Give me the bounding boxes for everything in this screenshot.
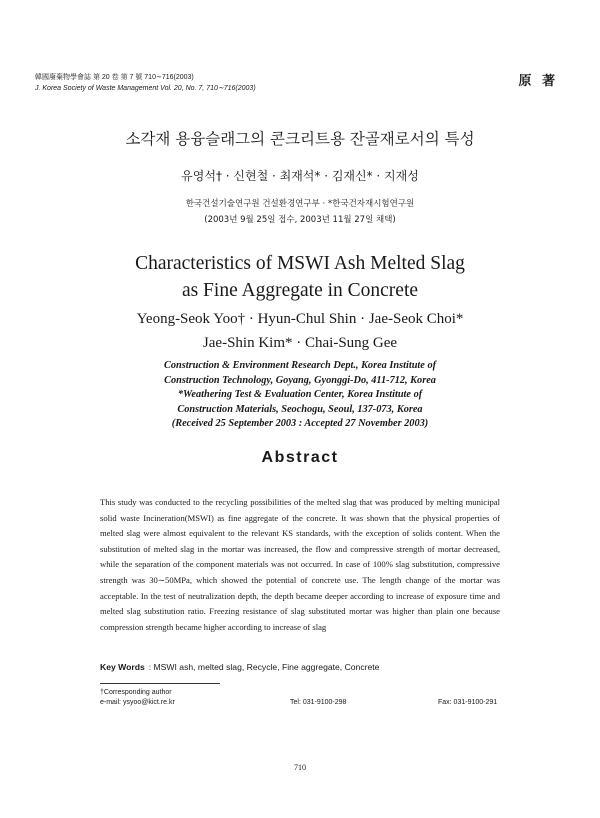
keywords-text: : MSWI ash, melted slag, Recycle, Fine aggregate, Concrete	[148, 662, 380, 672]
article-type-label: 原 著	[518, 74, 558, 89]
korean-affiliation-block	[0, 196, 600, 228]
corresponding-author-note: †Corresponding author	[100, 689, 172, 696]
english-affil-line: Construction Technology, Goyang, Gyonggi-Do, 411-712, Korea	[164, 374, 436, 386]
journal-english-citation: J. Korea Society of Waste Management Vol. 20, No. 7, 710∼716(2003)	[35, 85, 256, 92]
english-title-line-1: Characteristics of MSWI Ash Melted Slag	[135, 253, 465, 274]
english-title-line-2: as Fine Aggregate in Concrete	[181, 280, 419, 301]
author-fax: Fax: 031-9100-291	[438, 699, 498, 706]
journal-header	[35, 72, 256, 94]
korean-authors: 유영석† · 신현철 · 최재석* · 김재신* · 지재성	[181, 169, 419, 183]
footnote	[100, 688, 175, 708]
english-authors-line-2: Jae-Shin Kim* · Chai-Sung Gee	[202, 335, 398, 351]
footnote-divider	[100, 683, 220, 684]
korean-received-dates: (2003년 9월 25일 접수, 2003년 11월 27일 채택)	[204, 215, 396, 225]
page-number: 710	[294, 763, 306, 772]
english-authors	[0, 307, 600, 355]
author-email: e-mail: ysyoo@kict.re.kr	[100, 699, 175, 706]
english-affiliation	[0, 359, 600, 432]
korean-title: 소각재 용융슬래그의 콘크리트용 잔골재로서의 특성	[125, 130, 475, 148]
english-affil-line: *Weathering Test & Evaluation Center, Korea Institute of	[177, 389, 423, 401]
keywords	[100, 662, 379, 672]
abstract-heading: Abstract	[261, 449, 339, 466]
journal-korean-citation: 韓國廢棄物學會誌 第 20 卷 第 7 號 710∼716(2003)	[35, 74, 194, 81]
author-telephone: Tel: 031-9100-298	[290, 699, 347, 706]
english-received-dates: (Received 25 September 2003 : Accepted 27 November 2003)	[171, 418, 429, 430]
english-authors-line-1: Yeong-Seok Yoo† · Hyun-Chul Shin · Jae-Seok Choi*	[136, 311, 464, 327]
english-affil-line: Construction & Environment Research Dept., Korea Institute of	[163, 360, 437, 371]
english-affil-line: Construction Materials, Seochogu, Seoul, 137-073, Korea	[177, 403, 423, 415]
korean-affiliation: 한국건설기술연구원 건설환경연구부 · *한국건자재시험연구원	[185, 199, 415, 209]
abstract-body: This study was conducted to the recycling possibilities of the melted slag that was produced by melting municipal solid waste Incineration(MSWI) as fine aggregate of the concrete. It was shown that the physical properties of melted slag were almost equivalent to the relevant KS standards, with the exception of solids content. When the substitution of melted slag in the mortar was increased, the flow and compressive strength of mortar decreased, while the separation of the component materials was not occurred. In case of 100% slag substitution, compressive strength was 30∼50MPa, which showed the potential of concrete use. The length change of the mortar was acceptable. In the test of neutralization depth, the depth became deeper according to increase of exposure time and melted slag substitution ratio. Freezing resistance of slag substituted mortar was higher than plain one because compression strength became higher according to increase of slag	[100, 497, 500, 632]
english-title	[0, 250, 600, 304]
keywords-label: Key Words	[100, 662, 145, 672]
